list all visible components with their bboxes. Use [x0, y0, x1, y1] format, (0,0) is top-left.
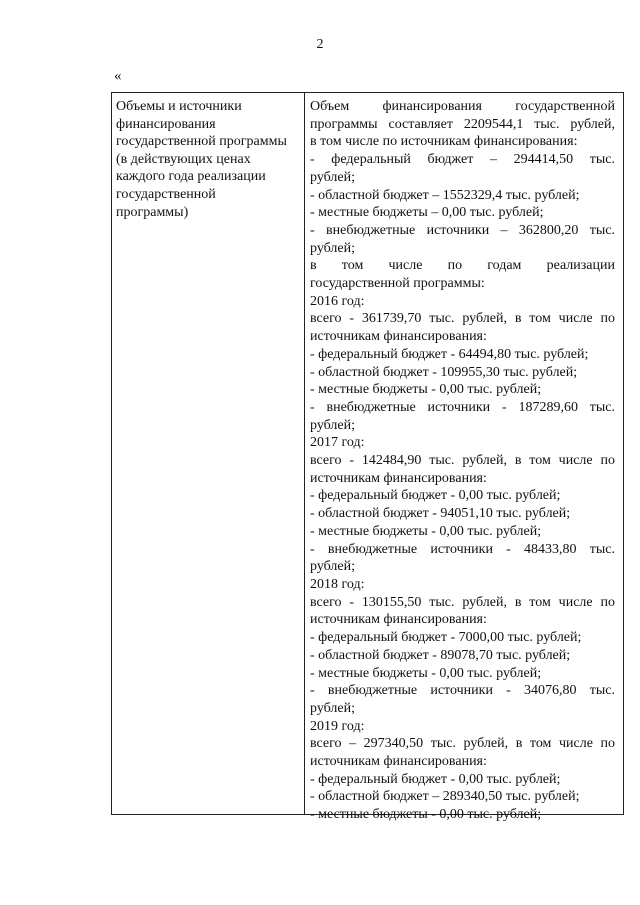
- content-line: - федеральный бюджет - 7000,00 тыс. рублей;: [310, 630, 582, 646]
- content-line: рублей;: [310, 559, 355, 575]
- content-line: рублей;: [310, 700, 355, 716]
- content-line: - внебюджетные источники - 48433,80 тыс.: [310, 541, 615, 557]
- content-line: всего – 297340,50 тыс. рублей, в том числе по: [310, 736, 615, 752]
- content-line: - местные бюджеты - 0,00 тыс. рублей;: [310, 382, 542, 398]
- content-line: - федеральный бюджет - 0,00 тыс. рублей;: [310, 488, 561, 504]
- content-line: всего - 130155,50 тыс. рублей, в том числе по: [310, 594, 615, 610]
- funding-table: [111, 92, 624, 823]
- content-line: - местные бюджеты – 0,00 тыс. рублей;: [310, 205, 544, 221]
- content-line: - местные бюджеты - 0,00 тыс. рублей;: [310, 807, 542, 823]
- content-line: источникам финансирования:: [310, 612, 487, 628]
- content-line: 2019 год:: [310, 718, 365, 734]
- content-line: в том числе по годам реализации: [310, 258, 615, 274]
- content-line: - областной бюджет - 94051,10 тыс. рублей;: [310, 506, 571, 522]
- label-line: каждого года реализации: [116, 169, 266, 185]
- content-line: источникам финансирования:: [310, 329, 487, 345]
- content-line: программы составляет 2209544,1 тыс. рублей,: [310, 116, 615, 132]
- content-line: - федеральный бюджет - 0,00 тыс. рублей;: [310, 771, 561, 787]
- content-line: - областной бюджет – 289340,50 тыс. рублей;: [310, 789, 580, 805]
- content-line: всего - 142484,90 тыс. рублей, в том числе по: [310, 453, 615, 469]
- content-line: 2017 год:: [310, 435, 365, 451]
- content-line: - местные бюджеты - 0,00 тыс. рублей;: [310, 665, 542, 681]
- label-line: (в действующих ценах: [116, 151, 251, 167]
- content-line: в том числе по источникам финансирования:: [310, 134, 578, 150]
- label-line: Объемы и источники: [116, 99, 242, 114]
- content-line: - областной бюджет - 109955,30 тыс. рублей;: [310, 364, 578, 380]
- content-line: всего - 361739,70 тыс. рублей, в том числе по: [310, 311, 615, 327]
- content-line: рублей;: [310, 240, 355, 256]
- content-line: рублей;: [310, 417, 355, 433]
- content-line: - внебюджетные источники – 362800,20 тыс.: [310, 222, 615, 238]
- label-line: программы): [116, 204, 189, 220]
- content-line: - внебюджетные источники - 187289,60 тыс.: [310, 399, 615, 415]
- opening-quote-mark: «: [114, 68, 122, 84]
- label-line: государственной программы: [116, 134, 287, 150]
- page-number: 2: [316, 37, 324, 52]
- label-line: государственной: [116, 186, 216, 202]
- content-line: 2016 год:: [310, 293, 365, 309]
- content-line: 2018 год:: [310, 576, 365, 592]
- label-line: финансирования: [116, 116, 216, 132]
- content-line: государственной программы:: [310, 276, 485, 292]
- content-line: - федеральный бюджет - 64494,80 тыс. рублей;: [310, 346, 589, 362]
- funding-table-label-cell: [112, 93, 305, 814]
- content-line: источникам финансирования:: [310, 754, 487, 770]
- content-line: рублей;: [310, 169, 355, 185]
- funding-table-content-cell: [305, 93, 623, 823]
- content-line: Объем финансирования государственной: [310, 99, 615, 114]
- content-line: - областной бюджет - 89078,70 тыс. рублей;: [310, 647, 571, 663]
- content-line: - федеральный бюджет – 294414,50 тыс.: [310, 152, 615, 168]
- content-line: - областной бюджет – 1552329,4 тыс. рублей;: [310, 187, 580, 203]
- content-line: - местные бюджеты - 0,00 тыс. рублей;: [310, 523, 542, 539]
- content-line: источникам финансирования:: [310, 470, 487, 486]
- content-line: - внебюджетные источники - 34076,80 тыс.: [310, 683, 615, 699]
